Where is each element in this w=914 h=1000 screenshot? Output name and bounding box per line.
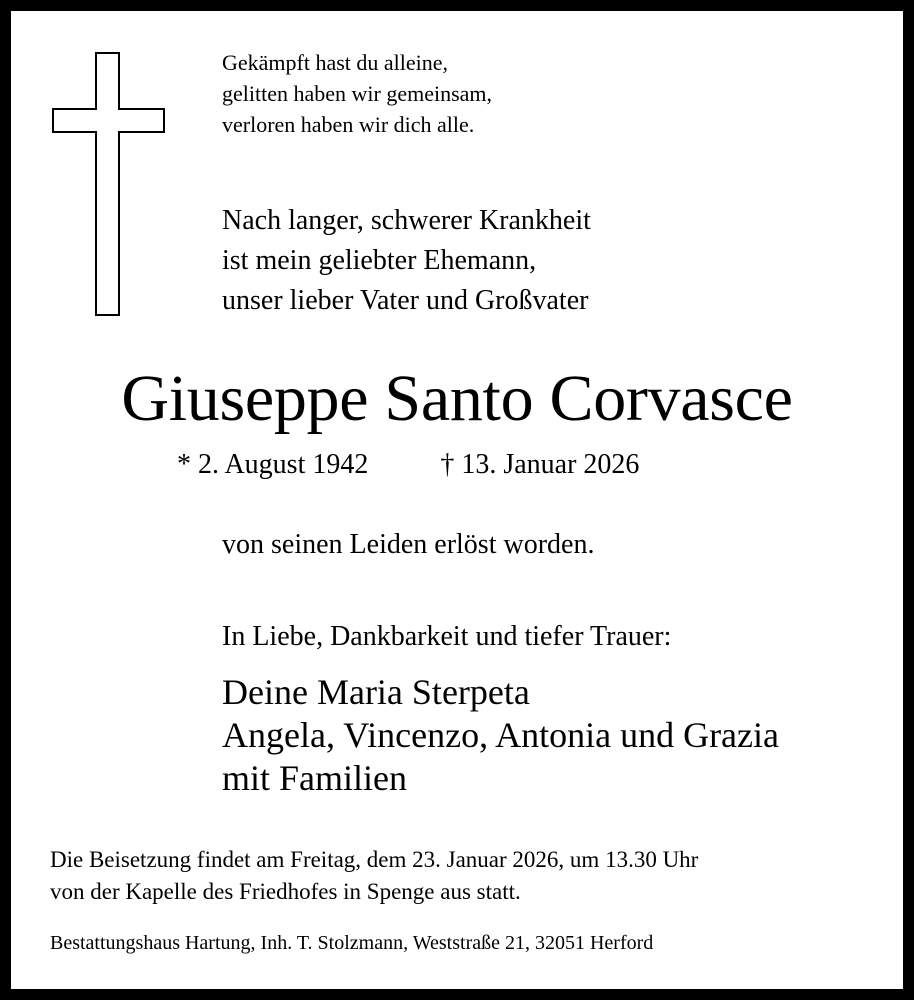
intro-block — [222, 201, 591, 321]
funeral-info — [50, 844, 698, 908]
poem-line: gelitten haben wir gemeinsam, — [222, 81, 493, 106]
family-line: Deine Maria Sterpeta — [222, 672, 530, 712]
poem-block — [222, 47, 492, 140]
family-line: Angela, Vincenzo, Antonia und Grazia — [222, 715, 779, 755]
birth-date: * 2. August 1942 — [177, 449, 369, 480]
intro-line: ist mein geliebter Ehemann, — [222, 245, 537, 276]
intro-line: Nach langer, schwerer Krankheit — [222, 205, 591, 236]
family-line: mit Familien — [222, 758, 407, 798]
deceased-name: Giuseppe Santo Corvasce — [121, 362, 793, 435]
life-dates — [177, 447, 639, 483]
poem-line: verloren haben wir dich alle. — [222, 112, 475, 137]
death-date: † 13. Januar 2026 — [440, 449, 640, 480]
cross-icon — [52, 52, 166, 317]
undertaker-info: Bestattungshaus Hartung, Inh. T. Stolzmann, Weststraße 21, 32051 Herford — [50, 932, 654, 954]
family-block — [222, 671, 779, 800]
intro-line: unser lieber Vater und Großvater — [222, 285, 589, 316]
funeral-line: von der Kapelle des Friedhofes in Spenge aus statt. — [50, 879, 521, 904]
obituary-page — [11, 11, 903, 989]
redeemed-line: von seinen Leiden erlöst worden. — [222, 529, 595, 560]
funeral-line: Die Beisetzung findet am Freitag, dem 23. Januar 2026, um 13.30 Uhr — [50, 847, 699, 872]
poem-line: Gekämpft hast du alleine, — [222, 50, 449, 75]
mourning-line: In Liebe, Dankbarkeit und tiefer Trauer: — [222, 621, 672, 652]
